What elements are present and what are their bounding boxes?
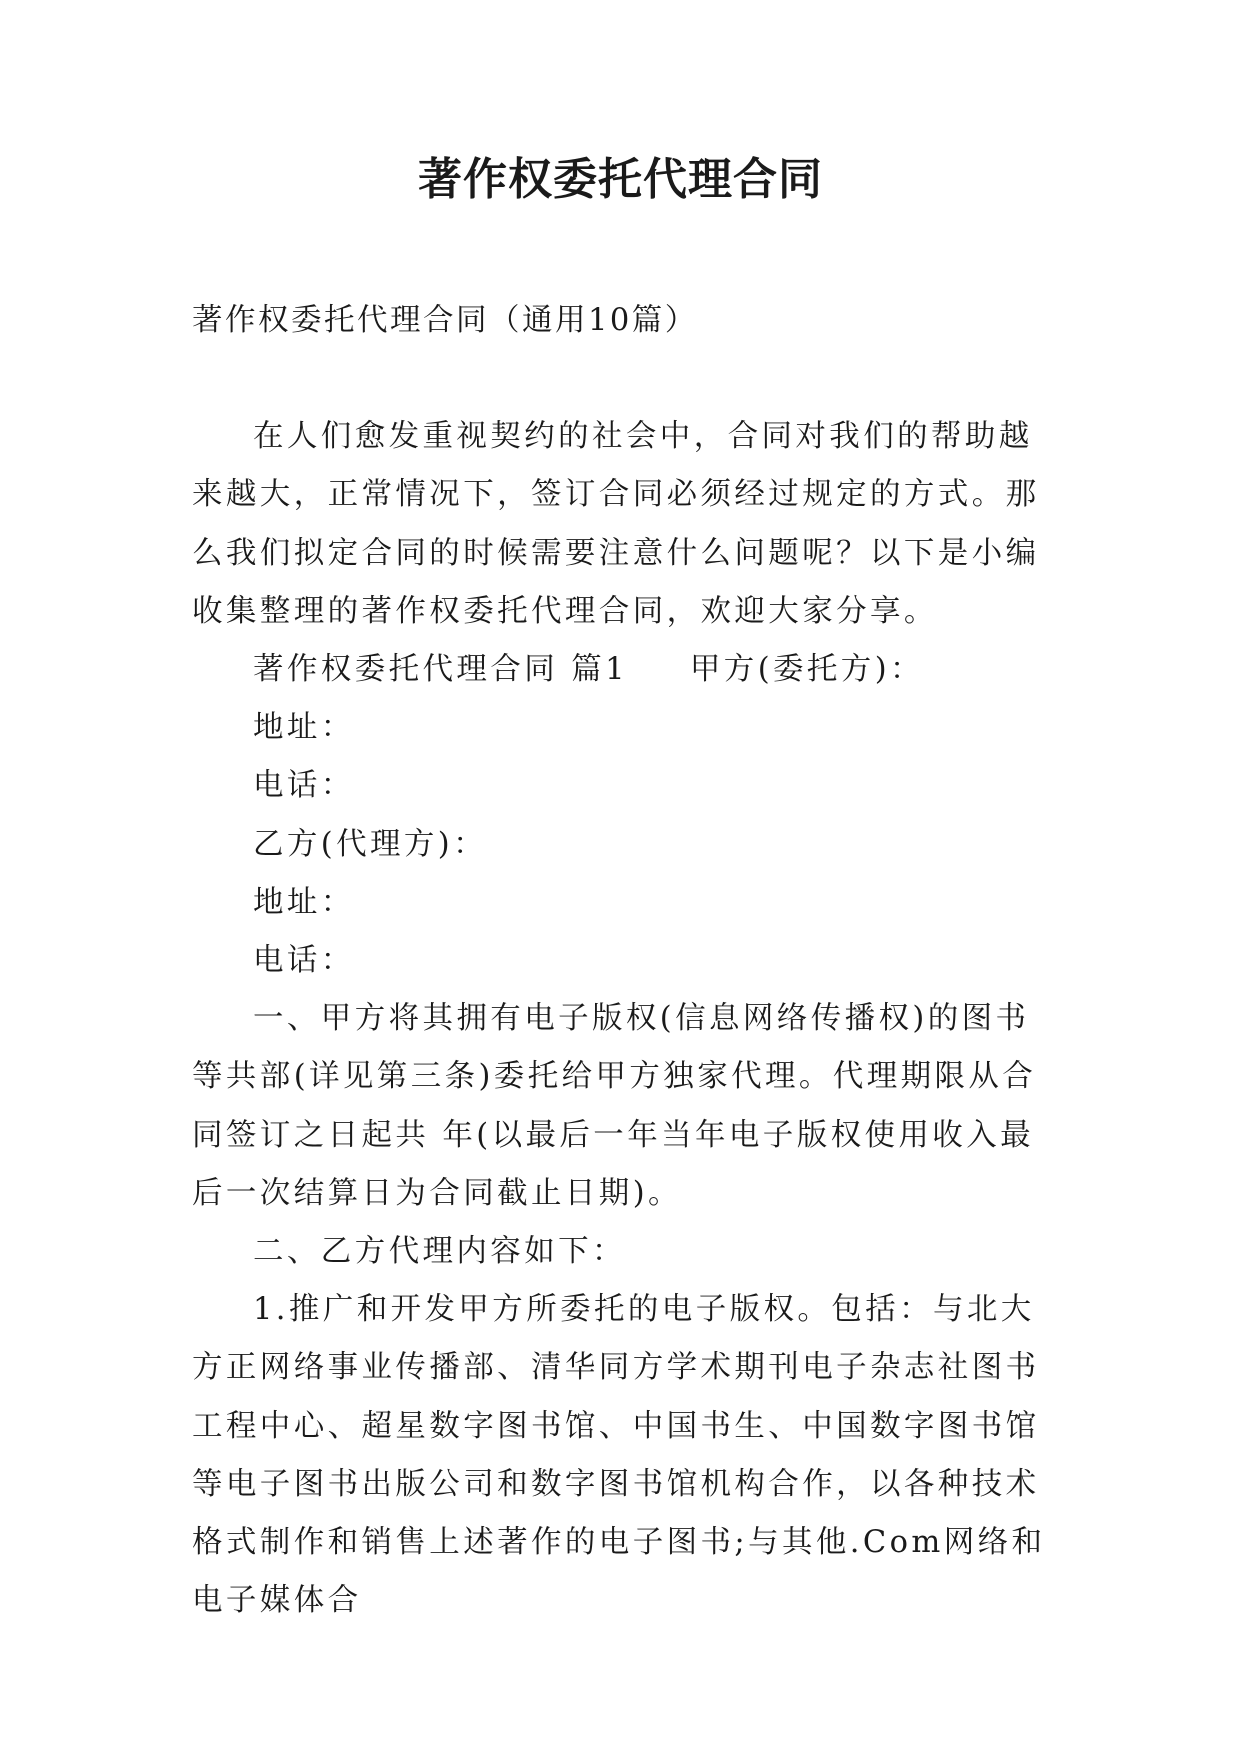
party-b-label: 乙方(代理方)： xyxy=(253,826,487,862)
party-a-phone: 电话： xyxy=(253,768,355,804)
clause-2: 二、乙方代理内容如下： xyxy=(253,1234,626,1270)
intro-paragraph: 在人们愈发重视契约的社会中，合同对我们的帮助越来越大，正常情况下，签订合同必须经过规定的方式。那么我们拟定合同的时候需要注意什么问题呢？以下是小编收集整理的著作权委托代理合同，欢迎大家分享。 xyxy=(192,419,1040,629)
document-body xyxy=(192,292,1057,1630)
party-b-phone: 电话： xyxy=(253,943,355,979)
section-heading-line xyxy=(192,641,1057,699)
section-heading: 著作权委托代理合同 篇1 xyxy=(253,652,628,688)
document-title: 著作权委托代理合同 xyxy=(418,154,823,205)
party-a-label: 甲方(委托方)： xyxy=(689,652,924,688)
document-subtitle: 著作权委托代理合同（通用10篇） xyxy=(192,303,698,338)
clause-2-1: 1.推广和开发甲方所委托的电子版权。包括：与北大方正网络事业传播部、清华同方学术期刊电子杂志社图书工程中心、超星数字图书馆、中国书生、中国数字图书馆等电子图书出版公司和数字图书馆机构合作，以各种技术格式制作和销售上述著作的电子图书;与其他.Com网络和电子媒体合 xyxy=(192,1292,1046,1619)
party-a-address: 地址： xyxy=(253,710,355,746)
clause-1: 一、甲方将其拥有电子版权(信息网络传播权)的图书等共部(详见第三条)委托给甲方独家代理。代理期限从合同签订之日起共 年(以最后一年当年电子版权使用收入最后一次结算日为合同截止日期)。 xyxy=(192,1001,1037,1211)
party-b-address: 地址： xyxy=(253,884,355,920)
